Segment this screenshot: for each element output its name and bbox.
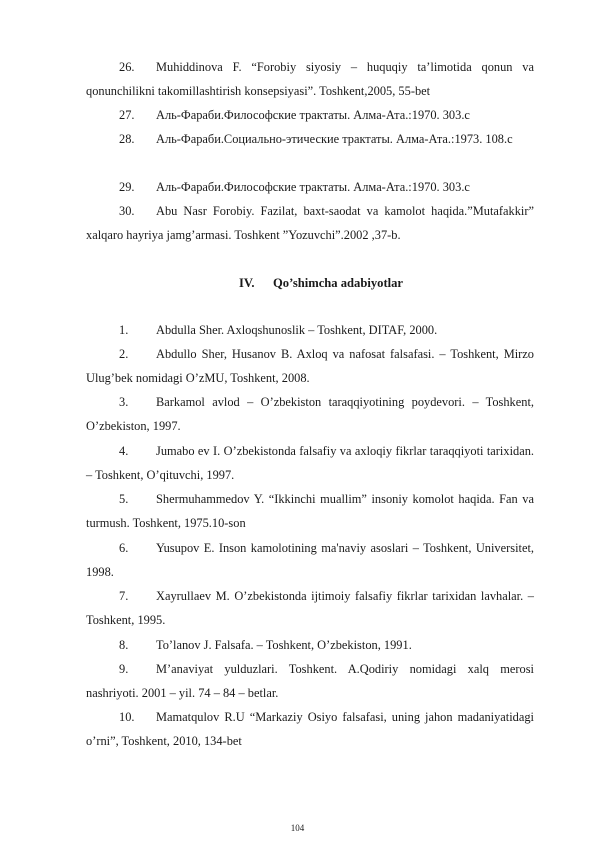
reference-text: Shermuhammedov Y. “Ikkinchi muallim” insoniy komolot haqida. Fan va turmush. Toshkent, 1975.10-son [86, 492, 534, 531]
reference-text: Xayrullaev M. O’zbekistonda ijtimoiy falsafiy fikrlar tarixidan lavhalar. – Toshkent, 1995. [86, 589, 534, 628]
reference-item [86, 390, 534, 439]
reference-text: Muhiddinova F. “Forobiy siyosiy – huquqiy ta’limotida qonun va qonunchilikni takomillashtirish konsepsiyasi”. Toshkent,2005, 55-bet [86, 60, 534, 99]
reference-item [86, 175, 534, 199]
reference-number: 9. [119, 662, 129, 676]
reference-number: 6. [119, 541, 129, 555]
reference-text: Jumabo ev I. O’zbekistonda falsafiy va axloqiy fikrlar taraqqiyoti tarixidan. – Toshkent, O’qituvchi, 1997. [86, 444, 534, 483]
reference-number: 27. [119, 108, 135, 122]
reference-item [86, 705, 534, 754]
reference-number: 5. [119, 492, 129, 506]
reference-text: Mamatqulov R.U “Markaziy Osiyo falsafasi, uning jahon madaniyatidagi o’rni”, Toshkent, 2010, 134-bet [86, 710, 534, 749]
reference-number: 8. [119, 638, 129, 652]
reference-number: 29. [119, 180, 135, 194]
reference-number: 2. [119, 347, 129, 361]
reference-item [86, 55, 534, 104]
reference-number: 30. [119, 204, 135, 218]
reference-item [86, 127, 534, 151]
reference-number: 4. [119, 444, 129, 458]
reference-item [86, 342, 534, 391]
page-number: 104 [290, 823, 305, 833]
reference-number: 1. [119, 323, 129, 337]
reference-item [86, 103, 534, 127]
section-title: Qo’shimcha adabiyotlar [273, 276, 404, 290]
reference-text: Аль-Фараби.Философские трактаты. Алма-Ата.:1970. 303.с [156, 108, 470, 122]
reference-item [86, 487, 534, 536]
reference-text: Abdulla Sher. Axloqshunoslik – Toshkent, DITAF, 2000. [156, 323, 438, 337]
reference-text: Abdullo Sher, Husanov B. Axloq va nafosat falsafasi. – Toshkent, Mirzo Ulug’bek nomidagi O’zMU, Toshkent, 2008. [86, 347, 534, 386]
reference-item [86, 633, 534, 657]
reference-number: 10. [119, 710, 135, 724]
reference-item [86, 584, 534, 633]
reference-item [86, 657, 534, 706]
reference-number: 28. [119, 132, 135, 146]
reference-text: M’anaviyat yulduzlari. Toshkent. A.Qodiriy nomidagi xalq merosi nashriyoti. 2001 – yil. 74 – 84 – betlar. [86, 662, 534, 701]
reference-item [86, 439, 534, 488]
reference-item [86, 536, 534, 585]
reference-item [86, 199, 534, 248]
reference-text: Yusupov E. Inson kamolotining ma'naviy asoslari – Toshkent, Universitet, 1998. [86, 541, 534, 580]
reference-text: Аль-Фараби.Социально-этические трактаты. Алма-Ата.:1973. 108.с [156, 132, 513, 146]
section-number: IV. [239, 276, 255, 290]
reference-number: 7. [119, 589, 129, 603]
reference-number: 3. [119, 395, 129, 409]
reference-text: Abu Nasr Forobiy. Fazilat, baxt-saodat va kamolot haqida.”Mutafakkir” xalqaro hayriya jamg’armasi. Toshkent ”Yozuvchi”.2002 ,37-b. [86, 204, 534, 243]
reference-text: Аль-Фараби.Философские трактаты. Алма-Ата.:1970. 303.с [156, 180, 470, 194]
reference-text: Barkamol avlod – O’zbekiston taraqqiyotining poydevori. – Toshkent, O’zbekiston, 1997. [86, 395, 534, 434]
reference-number: 26. [119, 60, 135, 74]
reference-item [86, 318, 534, 342]
reference-text: To’lanov J. Falsafa. – Toshkent, O’zbekiston, 1991. [156, 638, 412, 652]
